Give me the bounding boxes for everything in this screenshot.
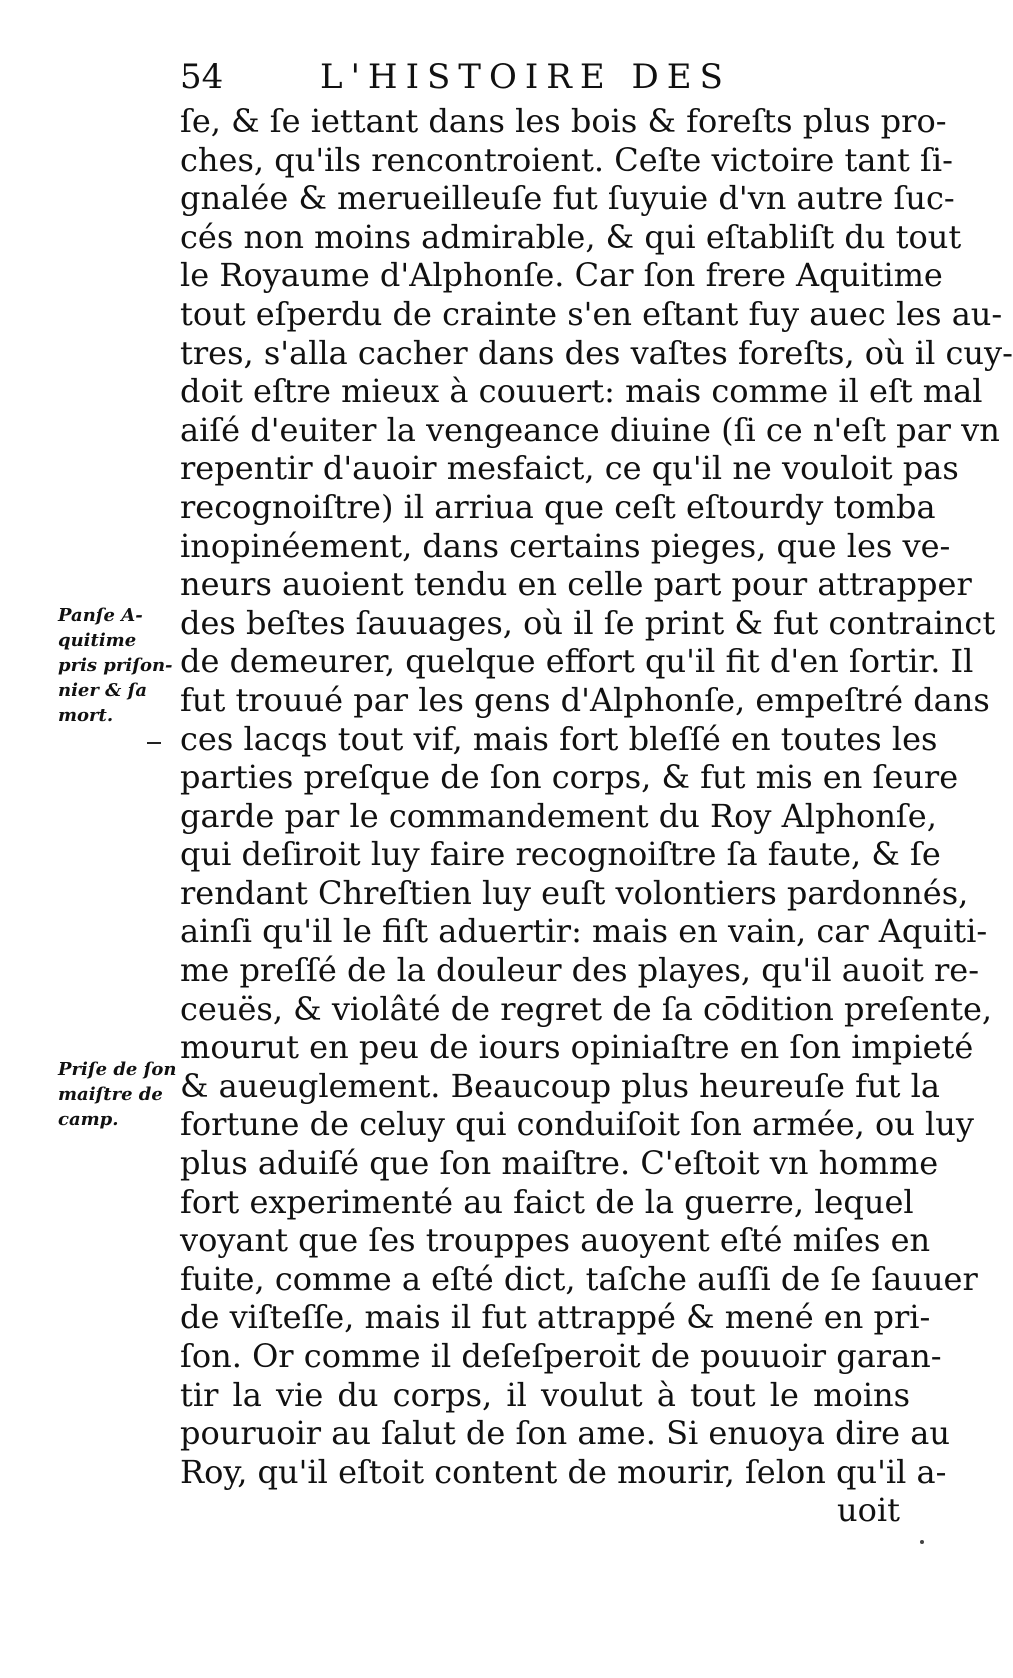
text-line: inopinéement, dans certains pieges, que les ve-: [180, 526, 951, 565]
text-line: parties preſque de ſon corps, & fut mis en ſeure: [180, 758, 959, 797]
text-line: aiſé d'euiter la vengeance diuine (ſi ce n'eſt par vn: [180, 410, 1000, 449]
text-line: tout eſperdu de crainte s'en eſtant fuy auec les au-: [180, 294, 1003, 333]
margin-note-line: nier & ſa: [58, 680, 148, 701]
text-line: pouruoir au ſalut de ſon ame. Si enuoya dire au: [180, 1414, 950, 1453]
text-line: gnalée & merueilleuſe fut ſuyuie d'vn autre ſuc-: [180, 179, 955, 218]
text-line: doit eſtre mieux à couuert: mais comme il eſt mal: [180, 372, 983, 411]
text-line: le Royaume d'Alphonſe. Car ſon frere Aquitime: [180, 256, 943, 295]
text-line: cés non moins admirable, & qui eſtabliſt du tout: [180, 217, 962, 256]
margin-dash: [147, 742, 161, 744]
text-line: garde par le commandement du Roy Alphonſe,: [180, 796, 937, 835]
text-line: de viſteſſe, mais il fut attrappé & mené en pri-: [180, 1298, 931, 1337]
text-line: tir la vie du corps, il voulut à tout le moins: [180, 1375, 910, 1414]
margin-note-line: maiſtre de: [58, 1084, 163, 1105]
running-head: L'HISTOIRE DES: [320, 57, 731, 97]
margin-note-aquitime: [58, 603, 176, 728]
text-line: tres, s'alla cacher dans des vaſtes foreſts, où il cuy-: [180, 333, 1013, 372]
text-line: mourut en peu de iours opiniaſtre en ſon impieté: [180, 1028, 974, 1067]
text-line: de demeurer, quelque effort qu'il fit d'en ſortir. Il: [180, 642, 974, 681]
body-text: [180, 102, 1013, 1530]
margin-note-line: pris priſon-: [58, 655, 173, 676]
text-line: qui deſiroit luy faire recognoiſtre ſa faute, & ſe: [180, 835, 941, 874]
text-line: fortune de celuy qui conduiſoit ſon armée, ou luy: [180, 1105, 974, 1144]
text-line: fuite, comme a eſté dict, taſche auſſi de ſe ſauuer: [180, 1259, 978, 1298]
text-line: Roy, qu'il eſtoit content de mourir, ſelon qu'il a-: [180, 1452, 947, 1491]
text-line: voyant que ſes trouppes auoyent eſté miſes en: [180, 1221, 931, 1260]
page-header: [180, 52, 900, 102]
text-line: des beſtes ſauuages, où il ſe print & fut contrainct: [180, 603, 996, 642]
text-line: ainſi qu'il le fiſt aduertir: mais en vain, car Aquiti-: [180, 912, 988, 951]
text-line: recognoiſtre) il arriua que ceſt eſtourdy tomba: [180, 487, 936, 526]
margin-note-line: mort.: [58, 705, 114, 726]
text-line: repentir d'auoir mesfaict, ce qu'il ne vouloit pas: [180, 449, 959, 488]
text-line: ches, qu'ils rencontroient. Ceſte victoire tant ſi-: [180, 140, 953, 179]
text-line: ceuës, & violâté de regret de ſa cōdition preſente,: [180, 989, 993, 1028]
margin-note-line: Panſe A-: [58, 605, 143, 626]
text-line: ſon. Or comme il deſeſperoit de pouuoir garan-: [180, 1337, 942, 1375]
page-number: 54: [180, 57, 224, 97]
margin-note-line: Priſe de ſon: [58, 1059, 177, 1080]
ink-speck: [920, 1540, 924, 1544]
text-line: fort experimenté au faict de la guerre, lequel: [180, 1182, 914, 1221]
text-line: me preſſé de la douleur des playes, qu'il auoit re-: [180, 951, 980, 990]
text-line: plus aduiſé que ſon maiſtre. C'eſtoit vn homme: [180, 1144, 939, 1183]
text-line: neurs auoient tendu en celle part pour attrapper: [180, 565, 972, 604]
text-line: & aueuglement. Beaucoup plus heureuſe fut la: [180, 1066, 940, 1105]
text-line: rendant Chreſtien luy euſt volontiers pardonnés,: [180, 873, 969, 912]
text-line: ſe, & ſe iettant dans les bois & foreſts plus pro-: [180, 102, 947, 140]
text-line: ces lacqs tout vif, mais fort bleſſé en toutes les: [180, 719, 938, 758]
text-line: fut trouué par les gens d'Alphonſe, empeſtré dans: [180, 680, 990, 719]
margin-note-maistre-de-camp: [58, 1057, 176, 1132]
margin-note-line: camp.: [58, 1109, 119, 1130]
catchword: uoit: [837, 1491, 900, 1530]
margin-note-line: quitime: [58, 630, 137, 651]
